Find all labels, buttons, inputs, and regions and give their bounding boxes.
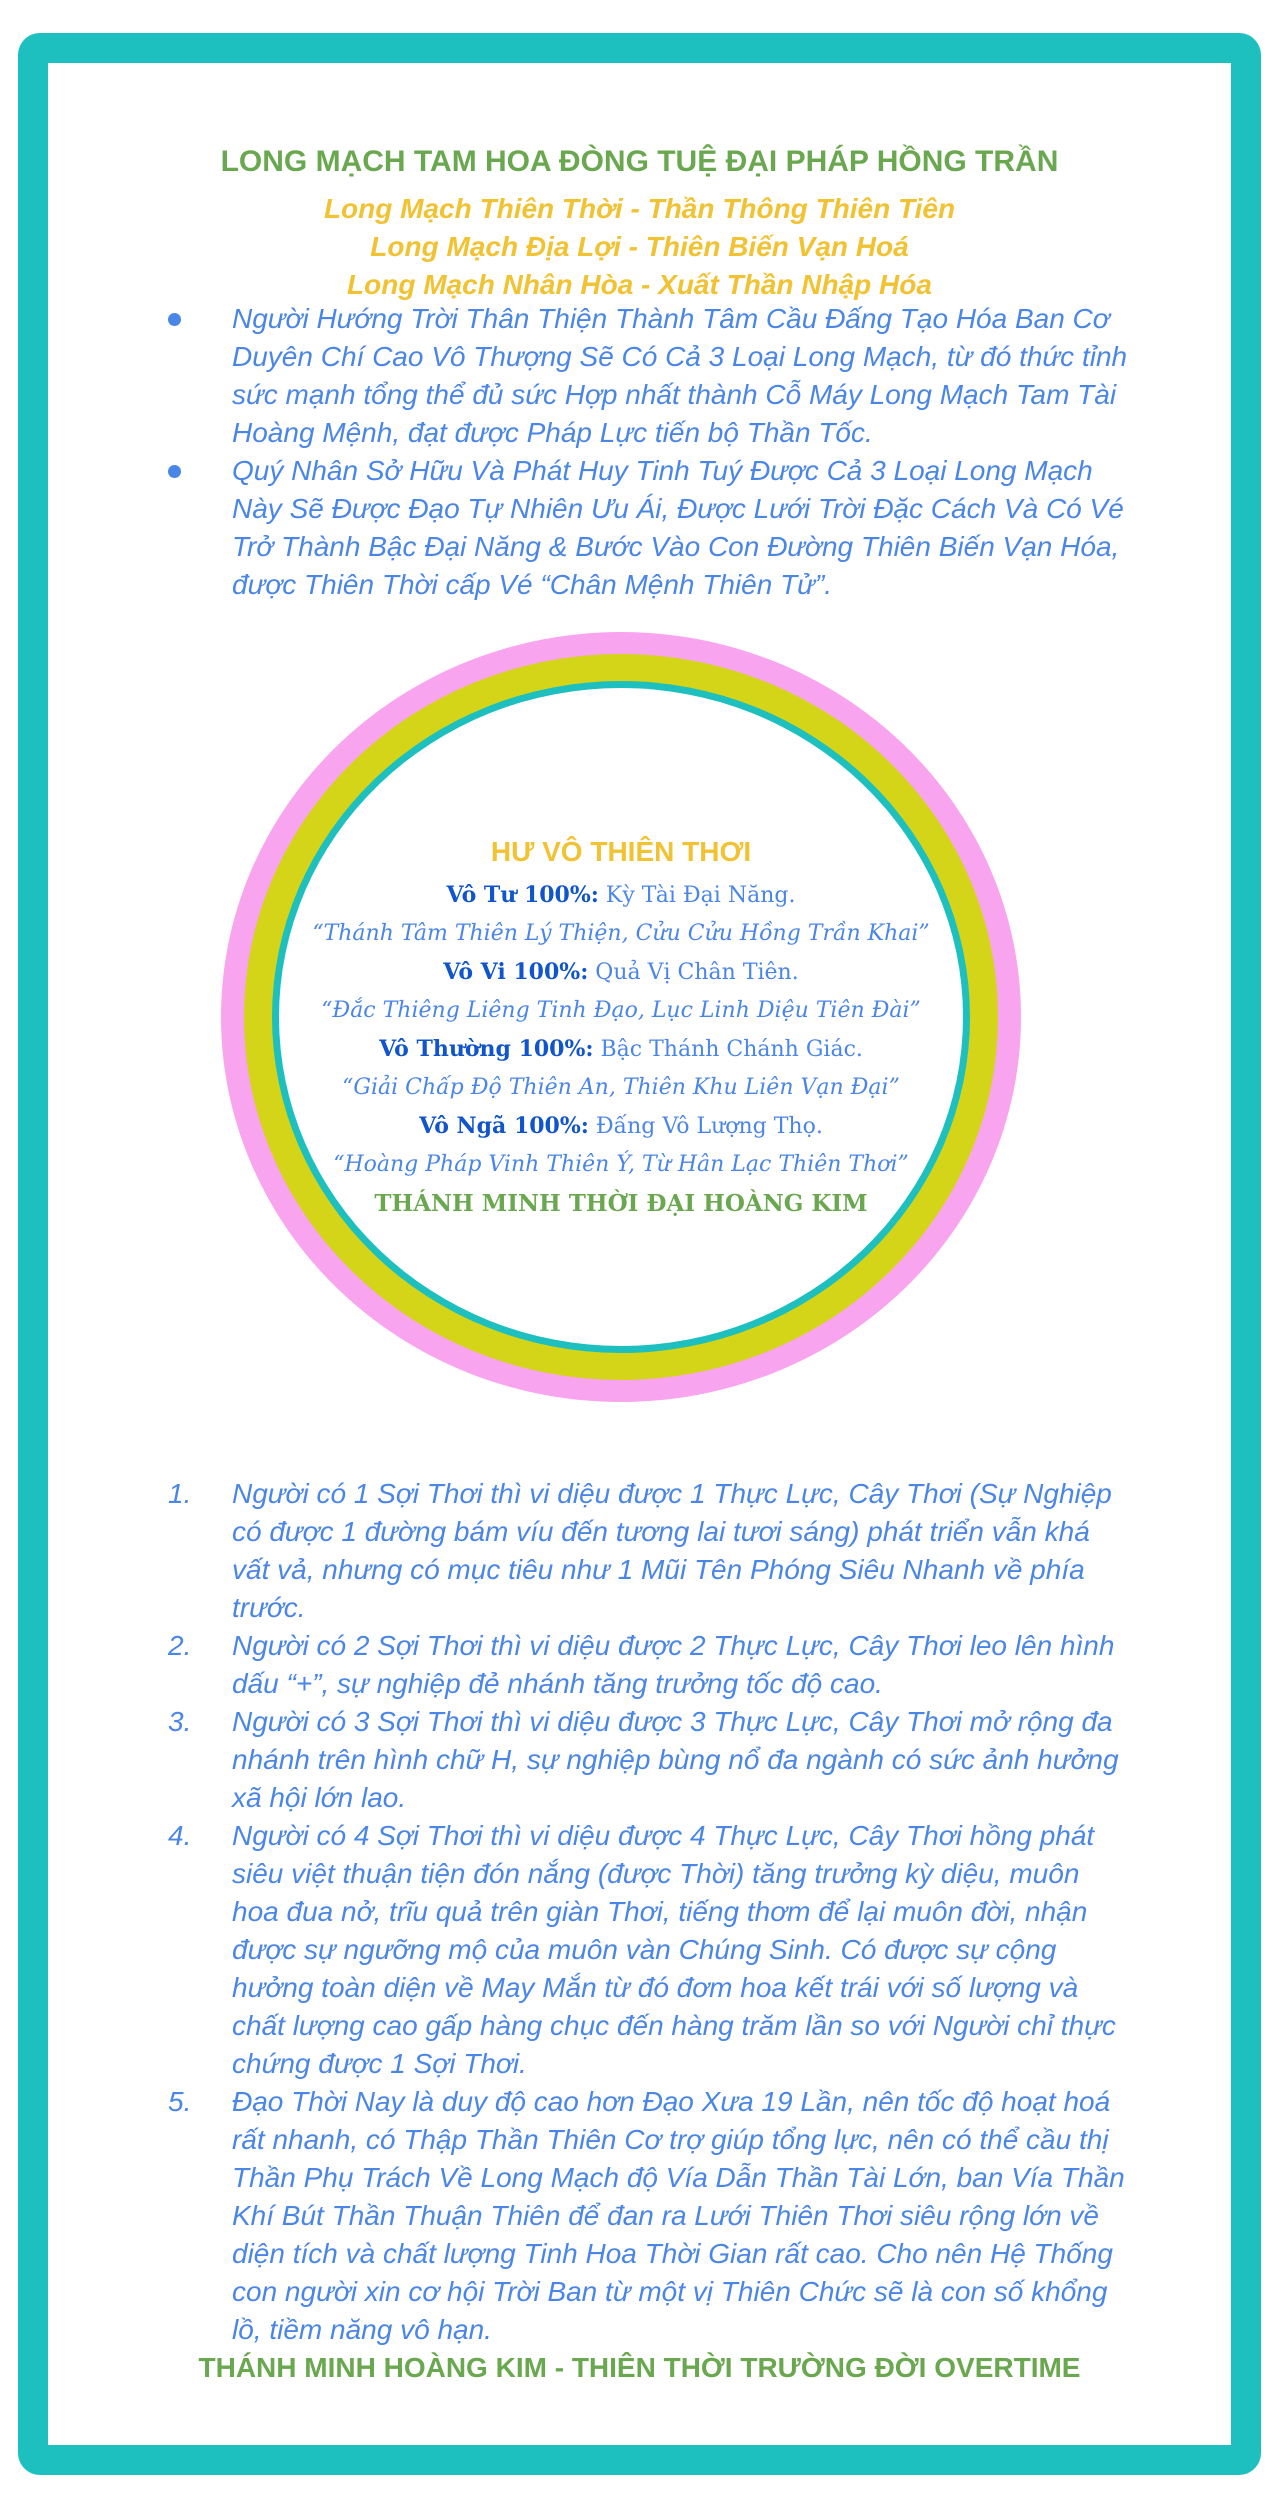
page-footer: THÁNH MINH HOÀNG KIM - THIÊN THỜI TRƯỜNG ĐỜI OVERTIME — [198, 2352, 1081, 2383]
numbered-list — [168, 1475, 1128, 2349]
ring-line — [221, 953, 1021, 992]
ring-line-label: Vô Tư 100%: — [446, 882, 599, 908]
ring-quote: “Đắc Thiêng Liêng Tinh Đạo, Lục Linh Diệu Tiên Đài” — [321, 998, 921, 1023]
page-title: LONG MẠCH TAM HOA ĐÒNG TUỆ ĐẠI PHÁP HỒNG TRẦN — [220, 145, 1059, 178]
bullet-dot-icon — [168, 313, 181, 326]
numbered-item — [168, 1817, 1128, 2083]
bullet-item — [168, 452, 1128, 604]
numbered-item — [168, 2083, 1128, 2349]
ring-line-text: Quả Vị Chân Tiên. — [588, 960, 799, 985]
bullet-list — [168, 300, 1128, 604]
item-text: Người có 4 Sợi Thơi thì vi diệu được 4 Thực Lực, Cây Thơi hồng phát siêu việt thuận tiện đón nắng (được Thời) tăng trưởng kỳ diệu, muôn hoa đua nở, trĩu quả trên giàn Thơi, tiếng thơm để lại muôn đời, nhận được sự ngưỡng mộ của muôn vàn Chúng Sinh. Có được sự cộng hưởng toàn diện về May Mắn từ đó đơm hoa kết trái với số lượng và chất lượng cao gấp hàng chục đến hàng trăm lần so với Người chỉ thực chứng được 1 Sợi Thơi. — [232, 1820, 1116, 2079]
item-text: Đạo Thời Nay là duy độ cao hơn Đạo Xưa 19 Lần, nên tốc độ hoạt hoá rất nhanh, có Thập Thần Thiên Cơ trợ giúp tổng lực, nên có thể cầu thị Thần Phụ Trách Về Long Mạch độ Vía Dẫn Thần Tài Lớn, ban Vía Thần Khí Bút Thần Thuận Thiên để đan ra Lưới Thiên Thơi siêu rộng lớn về diện tích và chất lượng Tinh Hoa Thời Gian rất cao. Cho nên Hệ Thống con người xin cơ hội Trời Ban từ một vị Thiên Chức sẽ là con số khổng lồ, tiềm năng vô hạn. — [232, 2086, 1125, 2345]
bullet-text: Quý Nhân Sở Hữu Và Phát Huy Tinh Tuý Được Cả 3 Loại Long Mạch Này Sẽ Được Đạo Tự Nhiên Ưu Ái, Được Lưới Trời Đặc Cách Và Có Vé Trở Thành Bậc Đại Năng & Bước Vào Con Đường Thiên Biến Vạn Hóa, được Thiên Thời cấp Vé “Chân Mệnh Thiên Tử”. — [232, 455, 1124, 600]
bullet-dot-icon — [168, 465, 181, 478]
numbered-item — [168, 1475, 1128, 1627]
ring-line-label: Vô Vi 100%: — [443, 959, 589, 985]
item-text: Người có 3 Sợi Thơi thì vi diệu được 3 Thực Lực, Cây Thơi mở rộng đa nhánh trên hình chữ H, sự nghiệp bùng nổ đa ngành có sức ảnh hưởng xã hội lớn lao. — [232, 1706, 1119, 1813]
ring-line-text: Đấng Vô Lượng Thọ. — [588, 1114, 823, 1139]
ring-line-label: Vô Thường 100%: — [379, 1036, 594, 1062]
ring-line-label: Vô Ngã 100%: — [419, 1113, 589, 1139]
subtitle-group — [0, 190, 1279, 304]
item-number: 1. — [168, 1478, 192, 1509]
ring-quote: “Hoàng Pháp Vinh Thiên Ý, Từ Hân Lạc Thiên Thơi” — [333, 1152, 909, 1177]
ring-heading: HƯ VÔ THIÊN THƠI — [490, 836, 752, 867]
subtitle: Long Mạch Địa Lợi - Thiên Biến Vạn Hoá — [370, 231, 909, 262]
ring-line-text: Bậc Thánh Chánh Giác. — [593, 1037, 863, 1062]
item-number: 2. — [168, 1630, 192, 1661]
ring-content — [221, 828, 1021, 1224]
bullet-item — [168, 300, 1128, 452]
numbered-item — [168, 1627, 1128, 1703]
ring-quote: “Giải Chấp Độ Thiên An, Thiên Khu Liên Vạn Đại” — [342, 1075, 900, 1100]
subtitle: Long Mạch Nhân Hòa - Xuất Thần Nhập Hóa — [347, 269, 932, 300]
item-number: 5. — [168, 2086, 192, 2117]
ring-line-text: Kỳ Tài Đại Năng. — [598, 883, 796, 908]
ring-line — [221, 1030, 1021, 1069]
ring-footer: THÁNH MINH THỜI ĐẠI HOÀNG KIM — [374, 1190, 868, 1217]
item-number: 4. — [168, 1820, 192, 1851]
subtitle: Long Mạch Thiên Thời - Thần Thông Thiên Tiên — [323, 193, 956, 224]
ring-quote: “Thánh Tâm Thiên Lý Thiện, Cửu Cửu Hồng Trần Khai” — [312, 921, 930, 946]
ring-line — [221, 1107, 1021, 1146]
item-text: Người có 2 Sợi Thơi thì vi diệu được 2 Thực Lực, Cây Thơi leo lên hình dấu “+”, sự nghiệp đẻ nhánh tăng trưởng tốc độ cao. — [232, 1630, 1115, 1699]
ring-line — [221, 876, 1021, 915]
item-number: 3. — [168, 1706, 192, 1737]
numbered-item — [168, 1703, 1128, 1817]
bullet-text: Người Hướng Trời Thân Thiện Thành Tâm Cầu Đấng Tạo Hóa Ban Cơ Duyên Chí Cao Vô Thượng Sẽ Có Cả 3 Loại Long Mạch, từ đó thức tỉnh sức mạnh tổng thể đủ sức Hợp nhất thành Cỗ Máy Long Mạch Tam Tài Hoàng Mệnh, đạt được Pháp Lực tiến bộ Thần Tốc. — [232, 303, 1128, 448]
item-text: Người có 1 Sợi Thơi thì vi diệu được 1 Thực Lực, Cây Thơi (Sự Nghiệp có được 1 đường bám víu đến tương lai tươi sáng) phát triển vẫn khá vất vả, nhưng có mục tiêu như 1 Mũi Tên Phóng Siêu Nhanh về phía trước. — [232, 1478, 1112, 1623]
